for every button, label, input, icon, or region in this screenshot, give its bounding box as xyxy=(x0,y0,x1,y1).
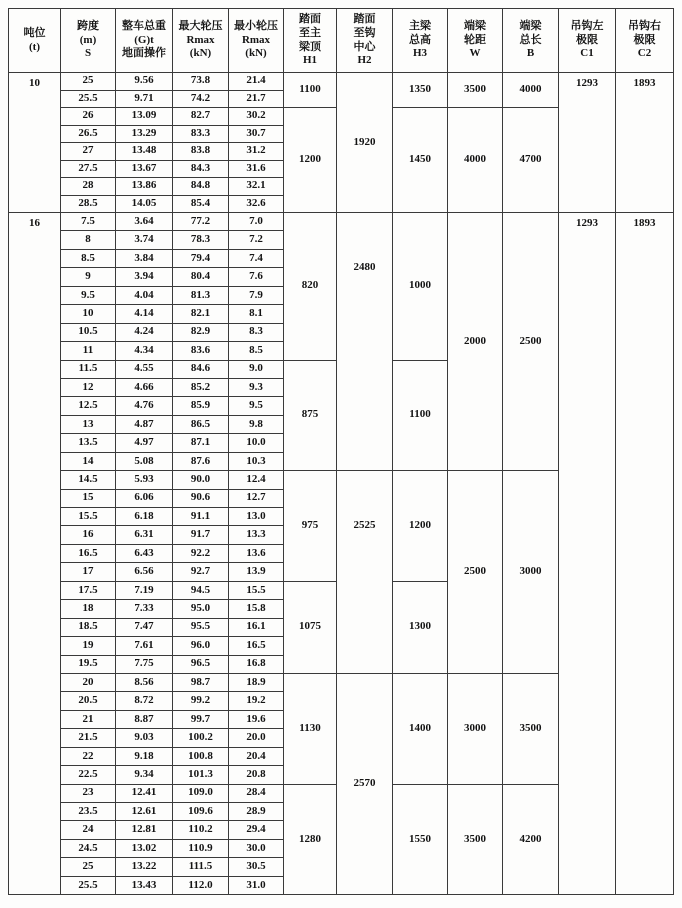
cell-rmin: 8.5 xyxy=(229,342,284,360)
cell-rmax: 100.2 xyxy=(173,729,229,747)
cell-w: 2500 xyxy=(448,471,503,674)
cell-g: 4.76 xyxy=(116,397,173,415)
col-header-line: Rmax xyxy=(241,33,271,46)
section-10t xyxy=(9,73,674,213)
col-header-line: H3 xyxy=(412,47,428,60)
cell-rmin: 13.6 xyxy=(229,544,284,562)
cell-w: 3000 xyxy=(448,673,503,784)
cell-rmax: 96.5 xyxy=(173,655,229,673)
cell-h3: 1200 xyxy=(393,471,448,582)
cell-rmin: 7.4 xyxy=(229,249,284,267)
cell-h3: 1550 xyxy=(393,784,448,895)
cell-g: 4.55 xyxy=(116,360,173,378)
col-header-h1 xyxy=(284,9,337,73)
cell-g: 9.18 xyxy=(116,747,173,765)
cell-rmax: 79.4 xyxy=(173,249,229,267)
cell-tonnage: 16 xyxy=(9,213,61,895)
cell-s: 27 xyxy=(61,143,116,161)
cell-rmin: 12.4 xyxy=(229,471,284,489)
col-header-line: 总高 xyxy=(409,33,431,46)
cell-b: 3000 xyxy=(503,471,559,674)
col-header-span xyxy=(61,9,116,73)
col-header-line: 吨位 xyxy=(23,26,46,39)
cell-s: 22 xyxy=(61,747,116,765)
cell-rmin: 7.2 xyxy=(229,231,284,249)
cell-g: 12.41 xyxy=(116,784,173,802)
table-header xyxy=(9,9,674,73)
cell-rmax: 96.0 xyxy=(173,637,229,655)
cell-h1: 1200 xyxy=(284,108,337,213)
cell-s: 15.5 xyxy=(61,508,116,526)
cell-g: 13.02 xyxy=(116,839,173,857)
cell-g: 12.81 xyxy=(116,821,173,839)
cell-rmax: 90.6 xyxy=(173,489,229,507)
table-row xyxy=(9,73,674,91)
cell-rmin: 15.5 xyxy=(229,581,284,599)
cell-rmin: 8.3 xyxy=(229,323,284,341)
cell-rmax: 91.7 xyxy=(173,526,229,544)
col-header-line: 最小轮压 xyxy=(234,19,278,32)
cell-h2: 2570 xyxy=(337,673,393,894)
col-header-line: 极限 xyxy=(633,33,656,46)
cell-s: 18.5 xyxy=(61,618,116,636)
cell-g: 7.33 xyxy=(116,600,173,618)
col-header-line: 端梁 xyxy=(464,19,486,32)
col-header-line: (t) xyxy=(29,40,40,53)
cell-rmin: 32.1 xyxy=(229,178,284,196)
cell-b: 3500 xyxy=(503,673,559,784)
cell-rmin: 20.0 xyxy=(229,729,284,747)
cell-g: 5.93 xyxy=(116,471,173,489)
cell-g: 6.31 xyxy=(116,526,173,544)
cell-rmax: 90.0 xyxy=(173,471,229,489)
cell-g: 9.03 xyxy=(116,729,173,747)
cell-rmin: 30.7 xyxy=(229,125,284,143)
cell-rmin: 18.9 xyxy=(229,673,284,691)
cell-rmin: 10.0 xyxy=(229,434,284,452)
cell-rmin: 28.9 xyxy=(229,803,284,821)
col-header-line: 梁顶 xyxy=(299,40,321,53)
cell-rmin: 30.0 xyxy=(229,839,284,857)
col-header-c2 xyxy=(616,9,674,73)
cell-s: 28 xyxy=(61,178,116,196)
cell-rmin: 7.9 xyxy=(229,286,284,304)
cell-rmax: 92.7 xyxy=(173,563,229,581)
cell-g: 4.14 xyxy=(116,305,173,323)
cell-rmax: 112.0 xyxy=(173,876,229,894)
col-header-line: 整车总重 xyxy=(122,19,166,32)
cell-g: 13.29 xyxy=(116,125,173,143)
col-header-h2 xyxy=(337,9,393,73)
col-header-line: 踏面 xyxy=(299,13,321,25)
cell-rmax: 100.8 xyxy=(173,747,229,765)
cell-w: 3500 xyxy=(448,73,503,108)
cell-g: 7.61 xyxy=(116,637,173,655)
cell-s: 19 xyxy=(61,637,116,655)
cell-s: 13 xyxy=(61,415,116,433)
cell-rmin: 13.9 xyxy=(229,563,284,581)
cell-rmax: 94.5 xyxy=(173,581,229,599)
col-header-line: 主梁 xyxy=(409,19,431,32)
cell-s: 17 xyxy=(61,563,116,581)
cell-s: 24.5 xyxy=(61,839,116,857)
cell-s: 26.5 xyxy=(61,125,116,143)
cell-rmin: 19.6 xyxy=(229,710,284,728)
col-header-max-wheel-load xyxy=(173,9,229,73)
cell-g: 14.05 xyxy=(116,195,173,213)
cell-g: 7.19 xyxy=(116,581,173,599)
col-header-line: H1 xyxy=(302,54,318,67)
col-header-h3 xyxy=(393,9,448,73)
cell-rmin: 7.6 xyxy=(229,268,284,286)
cell-rmin: 21.7 xyxy=(229,90,284,108)
cell-s: 25.5 xyxy=(61,90,116,108)
cell-h1: 975 xyxy=(284,471,337,582)
cell-g: 13.48 xyxy=(116,143,173,161)
cell-rmax: 78.3 xyxy=(173,231,229,249)
cell-s: 24 xyxy=(61,821,116,839)
crane-spec-table xyxy=(8,8,674,895)
cell-rmin: 9.0 xyxy=(229,360,284,378)
col-header-line: 最大轮压 xyxy=(178,19,223,32)
cell-rmax: 99.7 xyxy=(173,710,229,728)
col-header-line: (G)t xyxy=(134,33,154,46)
cell-rmin: 9.8 xyxy=(229,415,284,433)
col-header-line: 轮距 xyxy=(464,33,486,46)
cell-s: 8 xyxy=(61,231,116,249)
cell-b: 4200 xyxy=(503,784,559,895)
col-header-line: 极限 xyxy=(576,33,598,46)
cell-rmin: 7.0 xyxy=(229,213,284,231)
cell-s: 9.5 xyxy=(61,286,116,304)
col-header-line: (kN) xyxy=(245,47,267,60)
cell-rmax: 82.1 xyxy=(173,305,229,323)
cell-h1: 820 xyxy=(284,213,337,361)
cell-rmax: 77.2 xyxy=(173,213,229,231)
cell-rmax: 98.7 xyxy=(173,673,229,691)
cell-g: 5.08 xyxy=(116,452,173,470)
cell-b: 4000 xyxy=(503,73,559,108)
cell-s: 12 xyxy=(61,378,116,396)
cell-rmin: 12.7 xyxy=(229,489,284,507)
cell-s: 25.5 xyxy=(61,876,116,894)
cell-rmin: 13.0 xyxy=(229,508,284,526)
cell-g: 4.97 xyxy=(116,434,173,452)
cell-rmax: 92.2 xyxy=(173,544,229,562)
cell-c2: 1893 xyxy=(616,213,674,895)
cell-rmin: 30.2 xyxy=(229,108,284,126)
cell-s: 16.5 xyxy=(61,544,116,562)
cell-rmax: 110.2 xyxy=(173,821,229,839)
cell-h3: 1100 xyxy=(393,360,448,471)
cell-rmax: 95.0 xyxy=(173,600,229,618)
cell-g: 4.34 xyxy=(116,342,173,360)
col-header-line: (m) xyxy=(79,33,97,46)
cell-b: 2500 xyxy=(503,213,559,471)
cell-s: 14 xyxy=(61,452,116,470)
cell-s: 7.5 xyxy=(61,213,116,231)
cell-rmax: 80.4 xyxy=(173,268,229,286)
cell-s: 20.5 xyxy=(61,692,116,710)
cell-rmax: 84.6 xyxy=(173,360,229,378)
cell-c2: 1893 xyxy=(616,73,674,213)
cell-c1: 1293 xyxy=(559,73,616,213)
cell-rmax: 83.8 xyxy=(173,143,229,161)
cell-s: 19.5 xyxy=(61,655,116,673)
cell-rmax: 73.8 xyxy=(173,73,229,91)
col-header-min-wheel-load xyxy=(229,9,284,73)
cell-s: 25 xyxy=(61,73,116,91)
cell-w: 2000 xyxy=(448,213,503,471)
cell-g: 9.34 xyxy=(116,766,173,784)
cell-g: 3.94 xyxy=(116,268,173,286)
cell-rmax: 86.5 xyxy=(173,415,229,433)
cell-rmin: 13.3 xyxy=(229,526,284,544)
col-header-line: 地面操作 xyxy=(122,47,166,60)
col-header-line: 端梁 xyxy=(519,19,542,32)
cell-rmax: 84.8 xyxy=(173,178,229,196)
col-header-line: 吊钩左 xyxy=(570,19,604,32)
cell-g: 8.87 xyxy=(116,710,173,728)
col-header-line: 至钩 xyxy=(353,26,376,39)
cell-h2: 2480 xyxy=(337,213,393,471)
cell-w: 4000 xyxy=(448,108,503,213)
cell-g: 6.43 xyxy=(116,544,173,562)
cell-rmax: 83.3 xyxy=(173,125,229,143)
cell-s: 25 xyxy=(61,858,116,876)
cell-h2: 1920 xyxy=(337,73,393,213)
col-header-tonnage xyxy=(9,9,61,73)
cell-c1: 1293 xyxy=(559,213,616,895)
cell-rmax: 99.2 xyxy=(173,692,229,710)
col-header-line: 至主 xyxy=(299,26,321,39)
cell-rmax: 74.2 xyxy=(173,90,229,108)
cell-g: 13.67 xyxy=(116,160,173,178)
cell-g: 13.43 xyxy=(116,876,173,894)
cell-h1: 1280 xyxy=(284,784,337,895)
cell-rmin: 19.2 xyxy=(229,692,284,710)
cell-g: 13.09 xyxy=(116,108,173,126)
cell-s: 11.5 xyxy=(61,360,116,378)
col-header-line: 跨度 xyxy=(77,19,99,32)
cell-rmin: 21.4 xyxy=(229,73,284,91)
cell-g: 8.72 xyxy=(116,692,173,710)
cell-g: 9.71 xyxy=(116,90,173,108)
col-header-line: C2 xyxy=(637,47,652,60)
cell-rmax: 95.5 xyxy=(173,618,229,636)
cell-g: 4.04 xyxy=(116,286,173,304)
cell-g: 9.56 xyxy=(116,73,173,91)
cell-b: 4700 xyxy=(503,108,559,213)
col-header-line: W xyxy=(469,47,481,60)
cell-rmin: 9.3 xyxy=(229,378,284,396)
cell-rmin: 16.1 xyxy=(229,618,284,636)
cell-rmin: 31.2 xyxy=(229,143,284,161)
col-header-b xyxy=(503,9,559,73)
cell-s: 23.5 xyxy=(61,803,116,821)
cell-g: 13.86 xyxy=(116,178,173,196)
cell-s: 26 xyxy=(61,108,116,126)
cell-s: 15 xyxy=(61,489,116,507)
col-header-line: 吊钩右 xyxy=(628,19,661,32)
cell-rmax: 109.0 xyxy=(173,784,229,802)
cell-rmin: 30.5 xyxy=(229,858,284,876)
cell-s: 8.5 xyxy=(61,249,116,267)
cell-s: 14.5 xyxy=(61,471,116,489)
cell-rmin: 15.8 xyxy=(229,600,284,618)
cell-rmin: 29.4 xyxy=(229,821,284,839)
cell-s: 23 xyxy=(61,784,116,802)
cell-g: 4.87 xyxy=(116,415,173,433)
cell-s: 21.5 xyxy=(61,729,116,747)
cell-rmax: 83.6 xyxy=(173,342,229,360)
col-header-line: 中心 xyxy=(353,40,376,53)
col-header-w xyxy=(448,9,503,73)
cell-rmin: 32.6 xyxy=(229,195,284,213)
cell-rmin: 28.4 xyxy=(229,784,284,802)
cell-s: 17.5 xyxy=(61,581,116,599)
cell-tonnage: 10 xyxy=(9,73,61,213)
cell-s: 28.5 xyxy=(61,195,116,213)
col-header-line: 总长 xyxy=(519,33,542,46)
cell-g: 3.74 xyxy=(116,231,173,249)
cell-s: 13.5 xyxy=(61,434,116,452)
cell-g: 8.56 xyxy=(116,673,173,691)
col-header-line: 踏面 xyxy=(353,13,376,25)
col-header-line: (kN) xyxy=(189,47,212,60)
cell-rmin: 20.8 xyxy=(229,766,284,784)
cell-rmax: 91.1 xyxy=(173,508,229,526)
cell-rmax: 81.3 xyxy=(173,286,229,304)
cell-rmin: 10.3 xyxy=(229,452,284,470)
cell-h1: 1130 xyxy=(284,673,337,784)
cell-s: 10.5 xyxy=(61,323,116,341)
cell-rmax: 84.3 xyxy=(173,160,229,178)
cell-rmin: 31.0 xyxy=(229,876,284,894)
cell-h3: 1450 xyxy=(393,108,448,213)
cell-rmax: 111.5 xyxy=(173,858,229,876)
cell-rmax: 82.9 xyxy=(173,323,229,341)
col-header-line: B xyxy=(526,47,535,60)
col-header-c1 xyxy=(559,9,616,73)
cell-h1: 1100 xyxy=(284,73,337,108)
cell-rmax: 101.3 xyxy=(173,766,229,784)
cell-rmax: 82.7 xyxy=(173,108,229,126)
cell-s: 20 xyxy=(61,673,116,691)
cell-g: 12.61 xyxy=(116,803,173,821)
cell-w: 3500 xyxy=(448,784,503,895)
section-16t xyxy=(9,213,674,895)
cell-h1: 1075 xyxy=(284,581,337,673)
table-row xyxy=(9,213,674,231)
cell-rmax: 109.6 xyxy=(173,803,229,821)
cell-g: 7.75 xyxy=(116,655,173,673)
cell-h3: 1400 xyxy=(393,673,448,784)
cell-rmax: 110.9 xyxy=(173,839,229,857)
cell-h2: 2525 xyxy=(337,471,393,674)
cell-rmax: 85.4 xyxy=(173,195,229,213)
cell-g: 6.18 xyxy=(116,508,173,526)
cell-g: 4.66 xyxy=(116,378,173,396)
cell-rmin: 8.1 xyxy=(229,305,284,323)
cell-g: 3.64 xyxy=(116,213,173,231)
cell-rmin: 31.6 xyxy=(229,160,284,178)
cell-rmin: 20.4 xyxy=(229,747,284,765)
cell-g: 7.47 xyxy=(116,618,173,636)
cell-s: 22.5 xyxy=(61,766,116,784)
cell-s: 27.5 xyxy=(61,160,116,178)
cell-rmin: 16.8 xyxy=(229,655,284,673)
cell-h3: 1300 xyxy=(393,581,448,673)
cell-rmax: 87.1 xyxy=(173,434,229,452)
cell-g: 6.56 xyxy=(116,563,173,581)
cell-rmax: 85.2 xyxy=(173,378,229,396)
col-header-line: Rmax xyxy=(186,33,215,46)
cell-h1: 875 xyxy=(284,360,337,471)
cell-rmax: 85.9 xyxy=(173,397,229,415)
col-header-line: C1 xyxy=(580,47,594,60)
cell-g: 4.24 xyxy=(116,323,173,341)
cell-g: 13.22 xyxy=(116,858,173,876)
cell-s: 12.5 xyxy=(61,397,116,415)
cell-s: 21 xyxy=(61,710,116,728)
cell-s: 18 xyxy=(61,600,116,618)
cell-rmin: 9.5 xyxy=(229,397,284,415)
cell-h3: 1000 xyxy=(393,213,448,361)
cell-g: 3.84 xyxy=(116,249,173,267)
col-header-line: S xyxy=(84,47,92,60)
cell-rmax: 87.6 xyxy=(173,452,229,470)
cell-s: 10 xyxy=(61,305,116,323)
cell-s: 16 xyxy=(61,526,116,544)
header-row xyxy=(9,9,674,73)
cell-rmin: 16.5 xyxy=(229,637,284,655)
col-header-line: H2 xyxy=(357,54,372,67)
cell-s: 9 xyxy=(61,268,116,286)
col-header-total-weight xyxy=(116,9,173,73)
cell-g: 6.06 xyxy=(116,489,173,507)
cell-h3: 1350 xyxy=(393,73,448,108)
cell-s: 11 xyxy=(61,342,116,360)
